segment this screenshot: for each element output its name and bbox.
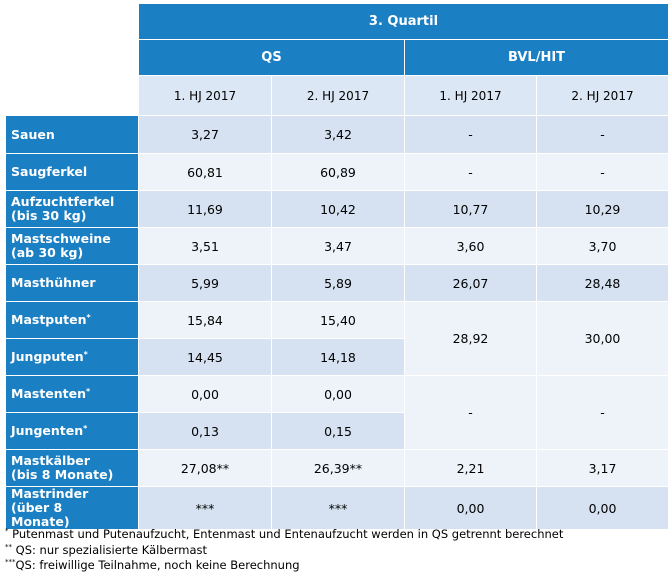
cell-value: 27,08** bbox=[139, 450, 272, 487]
table-row bbox=[6, 376, 669, 413]
table-row bbox=[6, 228, 669, 265]
table-row bbox=[6, 154, 669, 191]
cell-value: 0,00 bbox=[405, 487, 537, 530]
cell-value: 10,42 bbox=[272, 191, 405, 228]
cell-value: *** bbox=[139, 487, 272, 530]
cell-value: 2,21 bbox=[405, 450, 537, 487]
cell-value: 14,45 bbox=[139, 339, 272, 376]
header-period: 1. HJ 2017 bbox=[405, 76, 537, 116]
cell-value: *** bbox=[272, 487, 405, 530]
corner-blank bbox=[6, 4, 139, 116]
cell-value: - bbox=[405, 376, 537, 450]
row-label: Mastenten* bbox=[6, 376, 139, 413]
cell-value: 30,00 bbox=[537, 302, 669, 376]
table-row bbox=[6, 191, 669, 228]
header-period: 2. HJ 2017 bbox=[272, 76, 405, 116]
cell-value: 3,42 bbox=[272, 116, 405, 154]
table-row bbox=[6, 265, 669, 302]
header-period: 2. HJ 2017 bbox=[537, 76, 669, 116]
cell-value: 3,17 bbox=[537, 450, 669, 487]
cell-value: 3,47 bbox=[272, 228, 405, 265]
cell-value: 3,70 bbox=[537, 228, 669, 265]
row-label: Mastkälber (bis 8 Monate) bbox=[6, 450, 139, 487]
header-group: 3. Quartil bbox=[139, 4, 669, 40]
footnotes bbox=[5, 527, 563, 574]
cell-value: 3,51 bbox=[139, 228, 272, 265]
cell-value: 5,99 bbox=[139, 265, 272, 302]
row-label: Jungenten* bbox=[6, 413, 139, 450]
cell-value: 3,60 bbox=[405, 228, 537, 265]
cell-value: - bbox=[405, 154, 537, 191]
cell-value: 28,92 bbox=[405, 302, 537, 376]
cell-value: 15,84 bbox=[139, 302, 272, 339]
header-qs: QS bbox=[139, 40, 405, 76]
cell-value: 60,81 bbox=[139, 154, 272, 191]
cell-value: - bbox=[405, 116, 537, 154]
cell-value: 26,07 bbox=[405, 265, 537, 302]
cell-value: 10,29 bbox=[537, 191, 669, 228]
cell-value: 10,77 bbox=[405, 191, 537, 228]
cell-value: 26,39** bbox=[272, 450, 405, 487]
header-period: 1. HJ 2017 bbox=[139, 76, 272, 116]
cell-value: 11,69 bbox=[139, 191, 272, 228]
row-label: Sauen bbox=[6, 116, 139, 154]
row-label: Mastschweine (ab 30 kg) bbox=[6, 228, 139, 265]
row-label: Mastputen* bbox=[6, 302, 139, 339]
footnote: ** QS: nur spezialisierte Kälbermast bbox=[5, 542, 207, 557]
footnote: * Putenmast und Putenaufzucht, Entenmast und Entenaufzucht werden in QS getrennt berechnet bbox=[5, 527, 564, 541]
row-label: Masthühner bbox=[6, 265, 139, 302]
row-label: Aufzuchtferkel (bis 30 kg) bbox=[6, 191, 139, 228]
footnote: ***QS: freiwillige Teilnahme, noch keine Berechnung bbox=[5, 558, 300, 572]
cell-value: - bbox=[537, 154, 669, 191]
row-label: Mastrinder (über 8 Monate) bbox=[6, 487, 139, 530]
cell-value: - bbox=[537, 376, 669, 450]
cell-value: 0,00 bbox=[272, 376, 405, 413]
cell-value: 3,27 bbox=[139, 116, 272, 154]
cell-value: 28,48 bbox=[537, 265, 669, 302]
cell-value: 15,40 bbox=[272, 302, 405, 339]
cell-value: 60,89 bbox=[272, 154, 405, 191]
table-row bbox=[6, 116, 669, 154]
row-label: Jungputen* bbox=[6, 339, 139, 376]
cell-value: 0,00 bbox=[139, 376, 272, 413]
cell-value: 14,18 bbox=[272, 339, 405, 376]
table-row bbox=[6, 487, 669, 530]
cell-value: 0,00 bbox=[537, 487, 669, 530]
cell-value: 0,15 bbox=[272, 413, 405, 450]
table-row bbox=[6, 302, 669, 339]
row-label: Saugferkel bbox=[6, 154, 139, 191]
data-table bbox=[5, 3, 669, 530]
header-bvl: BVL/HIT bbox=[405, 40, 669, 76]
table-row bbox=[6, 450, 669, 487]
cell-value: 0,13 bbox=[139, 413, 272, 450]
cell-value: - bbox=[537, 116, 669, 154]
cell-value: 5,89 bbox=[272, 265, 405, 302]
